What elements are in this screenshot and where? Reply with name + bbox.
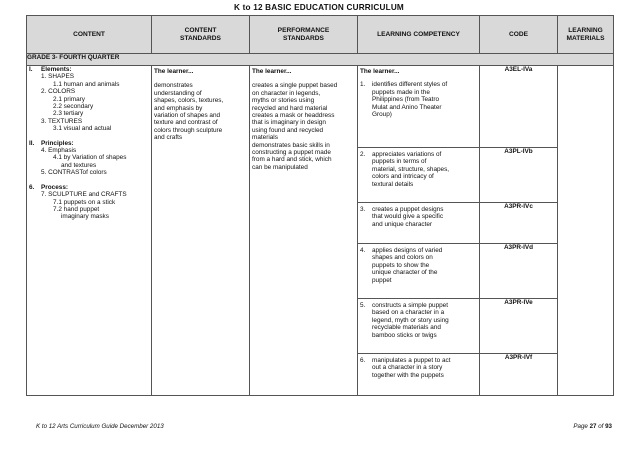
competency-item: 5. constructs a simple puppet based on a character in a legend, myth or story using recyclable materials and bamboo sticks or twigs	[360, 302, 449, 339]
document-title: K to 12 BASIC EDUCATION CURRICULUM	[234, 3, 404, 12]
header-row	[27, 16, 614, 54]
content-item: 1. SHAPES	[41, 73, 75, 81]
performance-standards-line: can be manipulated	[252, 163, 308, 171]
competency-cell	[358, 244, 480, 299]
content-item: 3.1 visual and actual	[53, 125, 112, 133]
content-standards-lead: The learner...	[154, 68, 194, 75]
competency-item: 6. manipulates a puppet to act out a character in a story together with the puppets	[360, 357, 451, 379]
performance-standards-cell	[250, 66, 358, 396]
header-learning-competency: LEARNING COMPETENCY	[358, 16, 480, 54]
section-process: 6. Process:	[29, 183, 68, 191]
competency-cell	[358, 299, 480, 354]
content-standards-line: and emphasis by	[154, 104, 203, 112]
content-standards-cell	[152, 66, 250, 396]
header-content-standards: CONTENT STANDARDS	[152, 16, 250, 54]
quarter-label: GRADE 3- FOURTH QUARTER	[27, 54, 614, 66]
code-cell: A3PL-IVb	[480, 148, 558, 203]
content-standards-line: texture and contrast of	[154, 119, 218, 127]
content-standards-line: shapes, colors, textures,	[154, 97, 224, 105]
competency-item: 4. applies designs of varied shapes and colors on puppets to show the unique character of the puppet	[360, 247, 443, 284]
competency-cell	[358, 148, 480, 203]
content-item: and textures	[61, 161, 97, 169]
curriculum-table	[26, 15, 614, 396]
content-item: 7. SCULPTURE and CRAFTS	[41, 191, 127, 199]
performance-standards-line: from a hard and stick, which	[252, 156, 332, 164]
code-cell: A3EL-IVa	[480, 66, 558, 148]
content-standards-line: understanding of	[154, 89, 202, 97]
performance-standards-line: recycled and hard material	[252, 104, 328, 112]
competency-cell	[358, 66, 480, 148]
header-code: CODE	[480, 16, 558, 54]
content-item: 4.1 by Variation of shapes	[53, 154, 127, 162]
performance-standards-line: on character in legends,	[252, 89, 321, 97]
competency-item: 1. identifies different styles of puppets made in the Philippines (from Teatro Mulat and Anino Theater Group)	[360, 81, 448, 119]
performance-standards-line: that is imaginary in design	[252, 119, 326, 127]
content-item: 1.1 human and animals	[53, 80, 120, 88]
content-item: 4. Emphasis	[41, 147, 77, 155]
header-performance-standards: PERFORMANCE STANDARDS	[250, 16, 358, 54]
performance-standards-line: constructing a puppet made	[252, 149, 331, 157]
performance-standards-line: creates a mask or headdress	[252, 112, 335, 120]
performance-standards-line: myths or stories using	[252, 97, 315, 105]
learning-materials-cell	[558, 66, 614, 396]
footer-title: K to 12 Arts Curriculum Guide December 2013	[36, 423, 164, 430]
header-content: CONTENT	[27, 16, 152, 54]
content-cell	[27, 66, 152, 396]
performance-standards-line: materials	[252, 134, 278, 142]
code-cell: A3PR-IVe	[480, 299, 558, 354]
content-item: 7.1 puppets on a stick	[53, 198, 116, 206]
content-standards-line: colors through sculpture	[154, 126, 223, 134]
competency-cell	[358, 203, 480, 244]
performance-standards-lead: The learner...	[252, 68, 292, 75]
content-item: 7.2 hand puppet	[53, 205, 100, 213]
code-cell: A3PR-IVc	[480, 203, 558, 244]
competency-lead: The learner...	[360, 68, 400, 75]
code-cell: A3PR-IVf	[480, 354, 558, 396]
header-learning-materials: LEARNING MATERIALS	[558, 16, 614, 54]
section-principles: II. Principles:	[29, 139, 74, 147]
content-item: 3. TEXTURES	[41, 117, 83, 125]
content-item: 2.1 primary	[53, 95, 85, 103]
section-elements: I. Elements:	[29, 66, 72, 73]
competency-item: 2. appreciates variations of puppets in terms of material, structure, shapes, colors and intricacy of textural details	[360, 151, 450, 188]
content-standards-line: demonstrates	[154, 82, 193, 90]
content-item: 2. COLORS	[41, 88, 76, 96]
performance-standards-line: demonstrates basic skills in	[252, 141, 330, 149]
content-item: imaginary masks	[61, 213, 109, 221]
performance-standards-line: creates a single puppet based	[252, 82, 338, 90]
page-number: Page 27 of 93	[573, 423, 612, 430]
competency-cell	[358, 354, 480, 396]
content-standards-line: and crafts	[154, 134, 183, 142]
performance-standards-line: using found and recycled	[252, 126, 324, 134]
competency-item: 3. creates a puppet designs that would give a specific and unique character	[360, 206, 444, 228]
code-cell: A3PR-IVd	[480, 244, 558, 299]
content-item: 5. CONTRASTof colors	[41, 169, 107, 177]
content-item: 2.3 tertiary	[53, 110, 84, 118]
content-item: 2.2 secondary	[53, 103, 94, 111]
content-standards-line: variation of shapes and	[154, 112, 221, 120]
